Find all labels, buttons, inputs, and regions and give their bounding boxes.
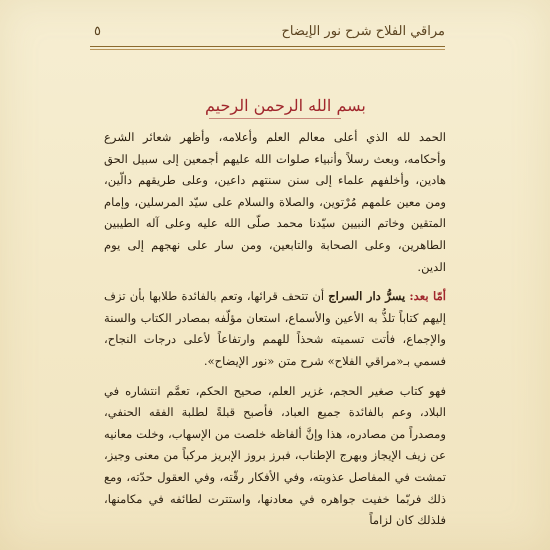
paragraph-2-lead: أمّا بعد: <box>409 289 446 304</box>
paragraph-2 <box>104 286 446 372</box>
paragraph-3 <box>104 381 446 532</box>
paragraph-3-text: فهو كتاب صغير الحجم، غزير العلم، صحيح الحكم، تعمَّم انتشاره في البلاد، وعم بالفائدة جميع العباد، فأصبح قبلةً لطلبة الفقه الحنفي، ومصدراً من مصادره، هذا وإنَّ ألفاظه خلصت من الإسهاب، وخلت معانيه عن زيف الإيجاز وبهرج الإطناب، فبرز بروز الإبريز مركباً من معنى وجيز، تمشت في المفاصل عذوبته، وفي الأفكار رقّته، وفي العقول حدّته، ومع ذلك فربّما خفيت جواهره في معادنها، واستترت لطائفه في مكامنها، فلذلك كان لزاماً <box>104 383 446 528</box>
paragraph-2-text: أن تتحف قرائها، وتعم بالفائدة طلابها بأن تزف إليهم كتاباً تلذُّ به الأعين والأسماع، استعان مؤلّفه بمصادر الكتاب والسنة والإجماع، فأتت تسميته شحذاً للهمم وارتفاعاً لأعلى درجات النجاح، فسمي بـ«مراقي الفلاح» شرح متن «نور الإيضاح». <box>104 289 446 368</box>
basmala-underline <box>209 118 341 119</box>
basmala-heading <box>205 96 366 122</box>
paragraph-1-text: الحمد لله الذي أعلى معالم العلم وأعلامه، وأظهر شعائر الشرع وأحكامه، وبعث رسلاً وأنبياء صلوات الله عليهم أجمعين إلى سبيل الحق هادين، وأخلفهم علماء إلى سنن سنتهم داعين، وعلى طريقهم دالّين، ومن معين علمهم مُرْتوين، والصلاة والسلام على سيّد المرسلين، وإمام المتقين وخاتم النبيين سيّدنا محمد صلّى الله عليه وعلى آله الطيبين الطاهرين، وعلى الصحابة والتابعين، ومن سار على نهجهم إلى يوم الدين. <box>104 130 446 274</box>
header-title: مراقي الفلاح شرح نور الإيضاح <box>281 24 445 39</box>
header-rule <box>90 46 445 47</box>
body-text <box>104 127 446 532</box>
page-number: ٥ <box>94 24 101 39</box>
header-rule-secondary <box>90 49 445 50</box>
basmala-text: بسم الله الرحمن الرحيم <box>205 96 366 115</box>
running-header <box>90 20 445 50</box>
paragraph-2-key-phrase: يسرُّ دار السراج <box>328 289 406 304</box>
paragraph-1 <box>104 127 446 278</box>
